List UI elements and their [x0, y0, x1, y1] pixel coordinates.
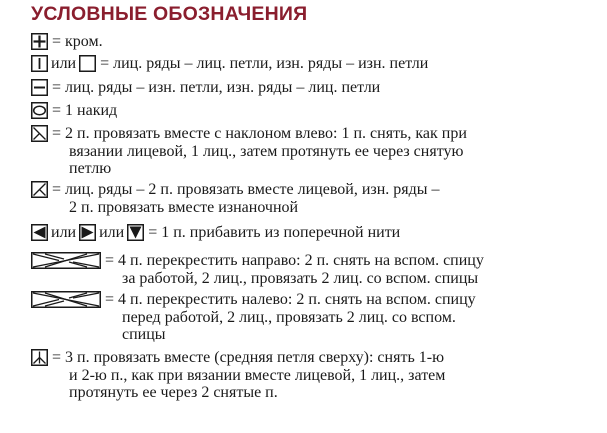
legend-description [52, 180, 440, 216]
description-line: = 1 накид [52, 102, 118, 119]
legend-symbols [31, 54, 96, 73]
legend-symbols [31, 180, 48, 199]
description-line: и 2-ю п., как при вязании вместе лицевой, 1 лиц., затем [69, 366, 446, 384]
legend-description [105, 290, 476, 344]
or-word: или [99, 224, 125, 241]
description-line: петлю [69, 160, 112, 177]
dash-box-icon [31, 79, 48, 96]
legend-item [31, 180, 599, 216]
legend-description [52, 124, 467, 178]
legend-description [105, 251, 484, 287]
legend-item [31, 32, 599, 51]
legend-description [100, 54, 428, 73]
description-line: = 4 п. перекрестить налево: 2 п. снять на вспом. спицу [105, 291, 476, 308]
legend-item [31, 78, 599, 97]
legend-symbols [31, 101, 48, 120]
description-line: = 3 п. провязать вместе (средняя петля сверху): снять 1-ю [52, 349, 445, 366]
legend-symbols [31, 78, 48, 97]
description-line: 2 п. провязать вместе изнаночной [69, 198, 299, 216]
legend-symbols [31, 348, 48, 367]
description-line: = лиц. ряды – лиц. петли, изн. ряды – изн. петли [100, 55, 429, 72]
legend-symbols [31, 32, 48, 51]
description-line: = кром. [52, 33, 103, 50]
legend-symbols [31, 223, 144, 242]
description-line: протянуть ее через 2 снятые п. [69, 384, 278, 401]
description-line: = 1 п. прибавить из поперечной нити [148, 224, 401, 241]
legend-symbols [31, 290, 101, 309]
description-line: = 4 п. перекрестить направо: 2 п. снять на вспом. спицу [105, 252, 484, 269]
peace-box-icon [31, 349, 48, 366]
or-word: или [51, 55, 77, 72]
triangle-right-box-icon [79, 224, 96, 241]
legend-item [31, 251, 599, 287]
description-line: спицы [122, 326, 166, 343]
legend-description [148, 223, 400, 242]
description-line: = 2 п. провязать вместе с наклоном влево: 1 п. снять, как при [52, 125, 467, 142]
oval-box-icon [31, 102, 48, 119]
vertical-bar-box-icon [31, 55, 48, 72]
description-line: за работой, 2 лиц., провязать 2 лиц. со вспом. спицы [122, 269, 479, 287]
legend-symbols [31, 251, 101, 270]
description-line: = лиц. ряды – изн. петли, изн. ряды – лиц. петли [52, 79, 381, 96]
legend-description [52, 348, 445, 402]
description-line: перед работой, 2 лиц., провязать 2 лиц. со вспом. [122, 308, 456, 326]
triangle-left-box-icon [31, 224, 48, 241]
cable-left-cross-icon [31, 291, 101, 308]
cable-right-cross-icon [31, 252, 101, 269]
slant-right-box-icon [31, 181, 48, 198]
or-word: или [51, 224, 77, 241]
legend-item [31, 348, 599, 402]
triangle-down-box-icon [127, 224, 144, 241]
legend-item [31, 101, 599, 120]
legend-item [31, 124, 599, 178]
empty-box-icon [79, 55, 96, 72]
legend-item [31, 290, 599, 344]
slant-left-box-icon [31, 125, 48, 142]
description-line: вязании лицевой, 1 лиц., затем протянуть ее через снятую [69, 142, 464, 160]
plus-box-icon [31, 33, 48, 50]
legend-title: УСЛОВНЫЕ ОБОЗНАЧЕНИЯ [31, 3, 308, 25]
legend-description [52, 101, 117, 120]
legend-item [31, 54, 599, 73]
legend-description [52, 32, 103, 51]
legend-symbols [31, 124, 48, 143]
legend-description [52, 78, 380, 97]
description-line: = лиц. ряды – 2 п. провязать вместе лицевой, изн. ряды – [52, 181, 440, 198]
legend-item [31, 223, 599, 242]
